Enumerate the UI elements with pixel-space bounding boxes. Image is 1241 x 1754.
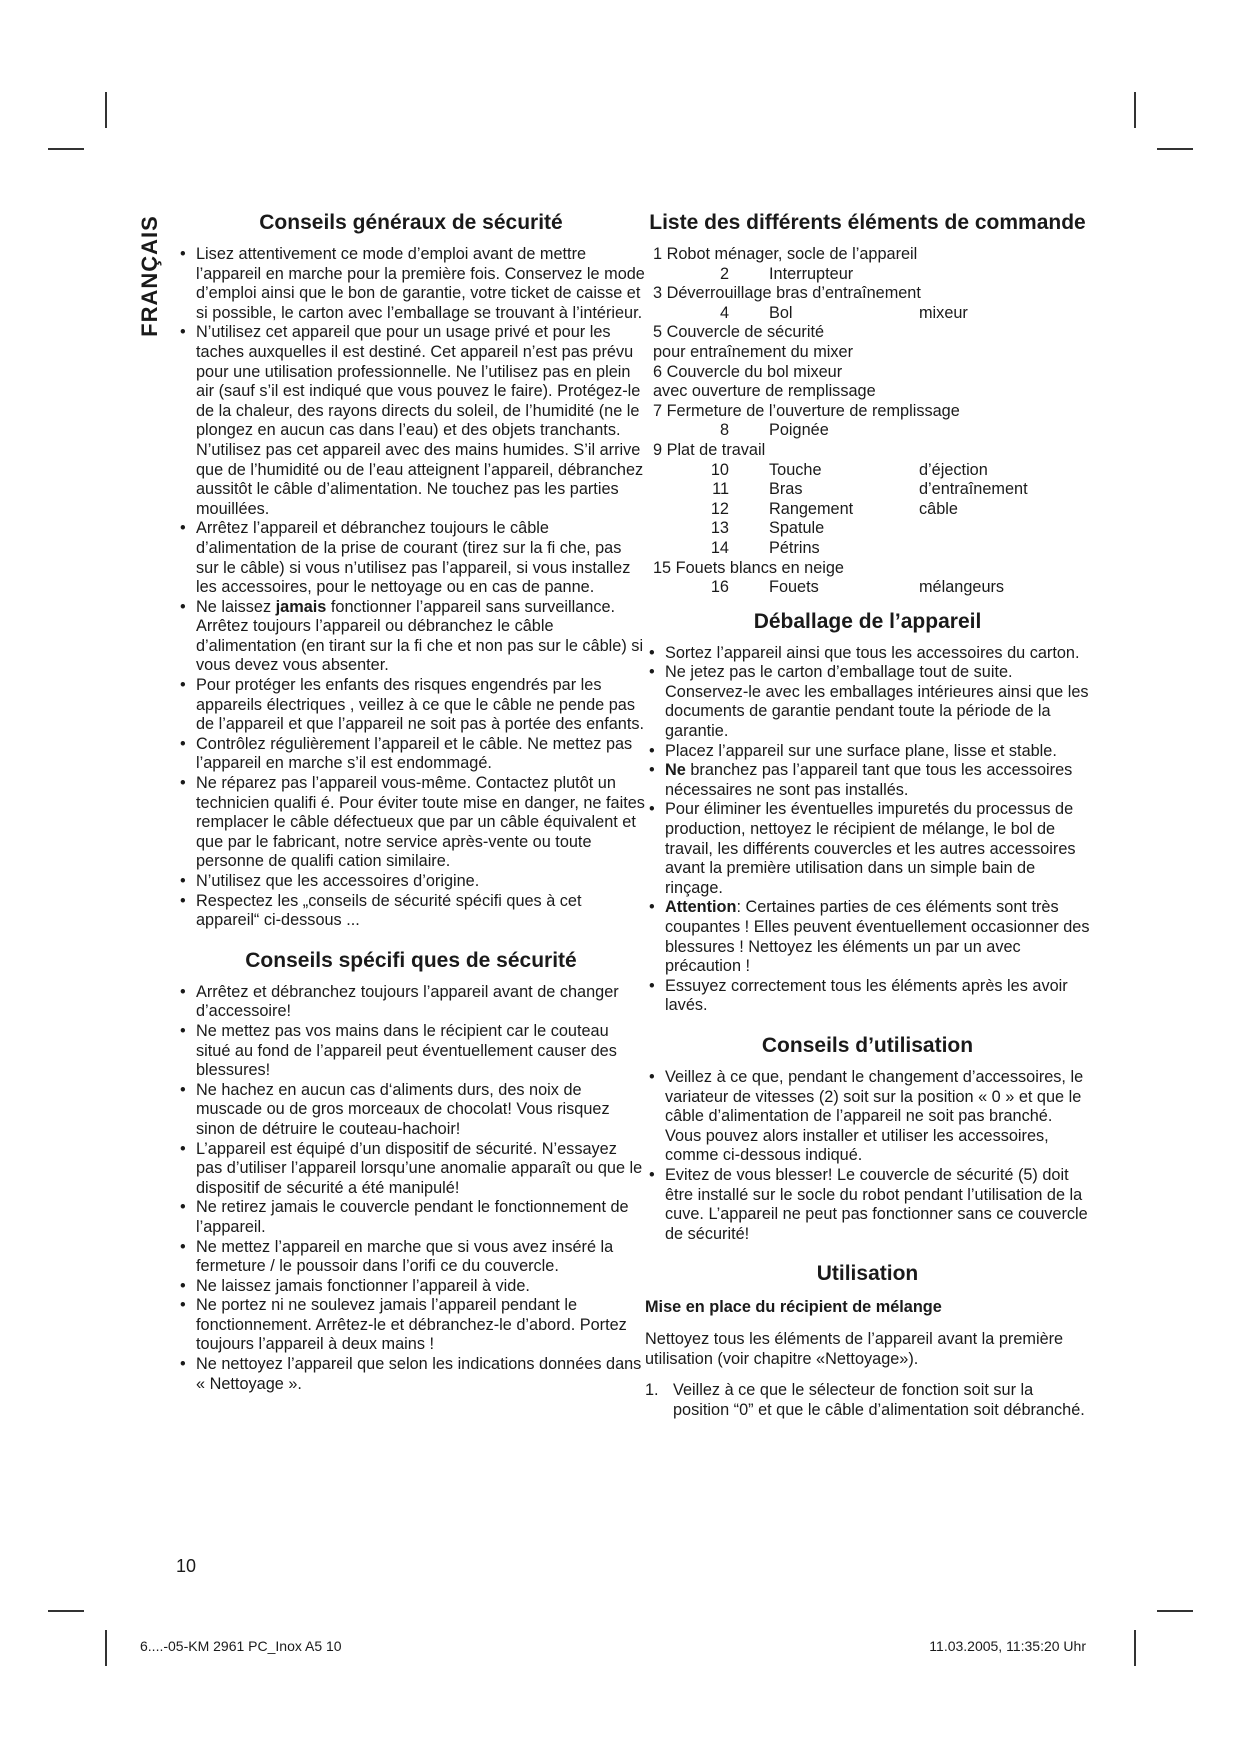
list-item xyxy=(645,898,1090,976)
never-bold: jamais xyxy=(275,597,327,616)
list-item: • Ne nettoyez l’appareil que selon les indications données dans « Nettoyage ». xyxy=(176,1355,646,1394)
page-number: 10 xyxy=(176,1556,197,1576)
ne-bold: Ne xyxy=(665,761,686,780)
parts-line: 15 Fouets blancs en neige xyxy=(653,558,844,577)
list-item: • Essuyez correctement tous les éléments après les avoir lavés. xyxy=(645,977,1090,1016)
part-label: Poignée xyxy=(769,421,829,440)
part-label: Interrupteur xyxy=(769,264,854,283)
part-label: Bol xyxy=(769,303,793,322)
part-label-extra: d’entraînement xyxy=(919,480,1028,499)
crop-mark xyxy=(1157,148,1193,150)
part-label-extra xyxy=(919,265,1090,285)
parts-row xyxy=(653,519,1090,539)
list-item: • Respectez les „conseils de sécurité spécifi ques à cet appareil“ ci-dessous ... xyxy=(176,892,646,931)
list-item xyxy=(645,761,1090,800)
mise-en-place-subtitle: Mise en place du récipient de mélange xyxy=(645,1298,942,1317)
attention-bold: Attention xyxy=(665,898,737,917)
list-item xyxy=(645,1381,1090,1420)
part-label: Spatule xyxy=(769,519,825,538)
unpacking-title: Déballage de l’appareil xyxy=(753,609,982,633)
part-label-extra: mixeur xyxy=(919,303,968,322)
steps-list xyxy=(645,1381,1090,1420)
list-item: • Pour éliminer les éventuelles impuretés du processus de production, nettoyez le récipient de mélange, le bol de travail, les différents couvercles et les autres accessoires avant la première utilisation dans un simple bain de rinçage. xyxy=(645,800,1090,898)
utilisation-title: Utilisation xyxy=(816,1262,919,1286)
parts-list xyxy=(653,245,1090,598)
general-safety-title: Conseils généraux de sécurité xyxy=(259,211,563,234)
list-item: • L’appareil est équipé d’un dispositif de sécurité. N’essayez pas d’utiliser l’appareil lorsqu’une anomalie apparaît ou que le dispositif de sécurité a été manipulé! xyxy=(176,1140,646,1199)
list-item: • Ne mettez pas vos mains dans le récipient car le couteau situé au fond de l’appareil peut éventuellement causer des blessures! xyxy=(176,1022,646,1081)
part-label-extra xyxy=(919,421,1090,441)
left-column xyxy=(176,211,646,1394)
attention-rest: : Certaines parties de ces éléments sont très coupantes ! Elles peuvent éventuellement occasionner des blessures ! Nettoyez les éléments un par un avec précaution ! xyxy=(665,898,1090,976)
language-side-tab xyxy=(136,213,164,338)
never-prefix: Ne laissez xyxy=(196,597,272,616)
list-item: • Ne portez ni ne soulevez jamais l’appareil pendant le fonctionnement. Arrêtez-le et débranchez-le d’abord. Portez toujours l’appareil à deux mains ! xyxy=(176,1296,646,1355)
part-number: 16 xyxy=(710,578,729,597)
specific-safety-list xyxy=(176,983,646,1394)
mise-en-place-paragraph: Nettoyez tous les éléments de l’appareil avant la première utilisation (voir chapitre «Nettoyage»). xyxy=(645,1329,1064,1368)
list-item: • Ne réparez pas l’appareil vous-même. Contactez plutôt un technicien qualifi é. Pour éviter toute mise en danger, ne faites remplacer le câble défectueux que par un câble équivalent et que par le fabricant, notre service après-vente ou toute personne de qualifi cation similaire. xyxy=(176,774,646,872)
parts-line: pour entraînement du mixer xyxy=(653,342,854,361)
part-label-extra: d’éjection xyxy=(919,460,988,479)
specific-safety-title: Conseils spécifi ques de sécurité xyxy=(245,948,577,972)
part-number: 4 xyxy=(719,303,729,322)
parts-row xyxy=(653,265,1090,285)
parts-row xyxy=(653,304,1090,324)
parts-line: 3 Déverrouillage bras d’entraînement xyxy=(653,284,921,303)
parts-row xyxy=(653,461,1090,481)
general-safety-list xyxy=(176,245,646,931)
step-text: Veillez à ce que le sélecteur de fonction soit sur la position “0” et que le câble d’alimentation soit débranché. xyxy=(673,1381,1085,1419)
crop-mark xyxy=(48,148,84,150)
part-label-extra: mélangeurs xyxy=(919,578,1005,597)
parts-line: 5 Couvercle de sécurité xyxy=(653,323,825,342)
language-label: FRANÇAIS xyxy=(137,214,162,337)
parts-list-title: Liste des différents éléments de commande xyxy=(649,211,1086,234)
parts-line: 6 Couvercle du bol mixeur xyxy=(653,362,843,381)
parts-row xyxy=(653,421,1090,441)
list-item: • Arrêtez et débranchez toujours l’appareil avant de changer d’accessoire! xyxy=(176,983,646,1022)
part-number: 8 xyxy=(719,421,729,440)
list-item: • Ne jetez pas le carton d’emballage tout de suite. Conservez-le avec les emballages intérieures ainsi que les documents de garantie pendant toute la période de la garantie. xyxy=(645,663,1090,741)
parts-row xyxy=(653,480,1090,500)
part-label-extra xyxy=(919,519,1090,539)
footer-file-info: 6....-05-KM 2961 PC_Inox A5 10 xyxy=(140,1638,342,1654)
part-number: 11 xyxy=(712,480,729,499)
crop-mark xyxy=(1134,92,1136,128)
parts-line: 1 Robot ménager, socle de l’appareil xyxy=(653,245,918,263)
part-number: 10 xyxy=(710,460,729,479)
list-item: • Contrôlez régulièrement l’appareil et le câble. Ne mettez pas l’appareil en marche s’il est endommagé. xyxy=(176,735,646,774)
parts-line: avec ouverture de remplissage xyxy=(653,382,876,401)
crop-mark xyxy=(105,1630,107,1666)
list-item: • Sortez l’appareil ainsi que tous les accessoires du carton. xyxy=(645,644,1090,664)
crop-mark xyxy=(1157,1610,1193,1612)
list-item: • Evitez de vous blesser! Le couvercle de sécurité (5) doit être installé sur le socle du robot pendant l’utilisation de la cuve. L’appareil ne peut pas fonctionner sans ce couvercle de sécurité! xyxy=(645,1166,1090,1244)
crop-mark xyxy=(105,92,107,128)
list-item: • Arrêtez l’appareil et débranchez toujours le câble d’alimentation de la prise de courant (tirez sur la fi che, pas sur le câble) si vous n’utilisez pas l’appareil, si vous installez les accessoires, pour le nettoyage ou en cas de panne. xyxy=(176,519,646,597)
parts-row xyxy=(653,578,1090,598)
parts-row xyxy=(653,500,1090,520)
list-item: • Placez l’appareil sur une surface plane, lisse et stable. xyxy=(645,742,1090,762)
crop-mark xyxy=(1134,1630,1136,1666)
part-label: Touche xyxy=(769,460,822,479)
part-label: Rangement xyxy=(769,499,854,518)
parts-line: 9 Plat de travail xyxy=(653,440,766,459)
part-number: 2 xyxy=(719,264,729,283)
unpacking-list xyxy=(645,644,1090,1016)
part-label: Bras xyxy=(769,480,803,499)
list-item xyxy=(176,598,646,676)
part-label-extra xyxy=(919,539,1090,559)
part-label: Pétrins xyxy=(769,538,820,557)
usage-tips-title: Conseils d’utilisation xyxy=(761,1033,974,1057)
part-label-extra: câble xyxy=(919,499,958,518)
list-item: • Ne hachez en aucun cas d‘aliments durs, des noix de muscade ou de gros morceaux de chocolat! Vous risquez sinon de détruire le couteau-hachoir! xyxy=(176,1081,646,1140)
parts-line: 7 Fermeture de l’ouverture de remplissage xyxy=(653,401,960,420)
part-number: 12 xyxy=(710,499,729,518)
list-item: • Pour protéger les enfants des risques engendrés par les appareils électriques , veillez à ce que le câble ne pende pas de l’appareil et que l’appareil ne soit pas à portée des enfants. xyxy=(176,676,646,735)
ne-rest: branchez pas l’appareil tant que tous les accessoires nécessaires ne sont pas installés. xyxy=(665,761,1073,799)
usage-tips-list xyxy=(645,1068,1090,1244)
list-item: • N’utilisez que les accessoires d’origine. xyxy=(176,872,646,892)
list-item: • Ne retirez jamais le couvercle pendant le fonctionnement de l’appareil. xyxy=(176,1198,646,1237)
part-number: 14 xyxy=(710,538,729,557)
list-item: • Ne laissez jamais fonctionner l’appareil à vide. xyxy=(176,1277,646,1297)
step-number: 1. xyxy=(645,1381,659,1400)
list-item: • Veillez à ce que, pendant le changement d’accessoires, le variateur de vitesses (2) soit sur la position « 0 » et que le câble d’alimentation de l’appareil ne soit pas branché. Vous pouvez alors installer et utiliser les accessoires, comme ci-dessous indiqué. xyxy=(645,1068,1090,1166)
list-item: • N’utilisez cet appareil que pour un usage privé et pour les taches auxquelles il est destiné. Cet appareil n’est pas prévu pour une utilisation professionnelle. Ne l’utilisez pas en plein air (sauf s’il est indiqué que vous pouvez le faire). Protégez-le de la chaleur, des rayons directs du soleil, de l’humidité (ne le plongez en aucun cas dans l’eau) et des objets tranchants. N’utilisez pas cet appareil avec des mains humides. S’il arrive que de l’humidité ou de l’eau atteignent l’appareil, débranchez aussitôt le câble d’alimentation. Ne touchez pas les parties mouillées. xyxy=(176,323,646,519)
list-item: • Ne mettez l’appareil en marche que si vous avez inséré la fermeture / le poussoir dans l’orifi ce du couvercle. xyxy=(176,1238,646,1277)
parts-row xyxy=(653,539,1090,559)
part-number: 13 xyxy=(710,519,729,538)
footer-timestamp: 11.03.2005, 11:35:20 Uhr xyxy=(929,1638,1086,1654)
crop-mark xyxy=(48,1610,84,1612)
right-column xyxy=(645,211,1090,1420)
part-label: Fouets xyxy=(769,578,819,597)
never-rest: fonctionner l’appareil sans surveillance. Arrêtez toujours l’appareil ou débranchez le câble d’alimentation (en tirant sur la fi che et non pas sur le câble) si vous devez vous absenter. xyxy=(196,597,644,675)
list-item: • Lisez attentivement ce mode d’emploi avant de mettre l’appareil en marche pour la première fois. Conservez le mode d’emploi ainsi que le bon de garantie, votre ticket de caisse et si possible, le carton avec l’emballage se trouvant à l’intérieur. xyxy=(176,245,646,323)
